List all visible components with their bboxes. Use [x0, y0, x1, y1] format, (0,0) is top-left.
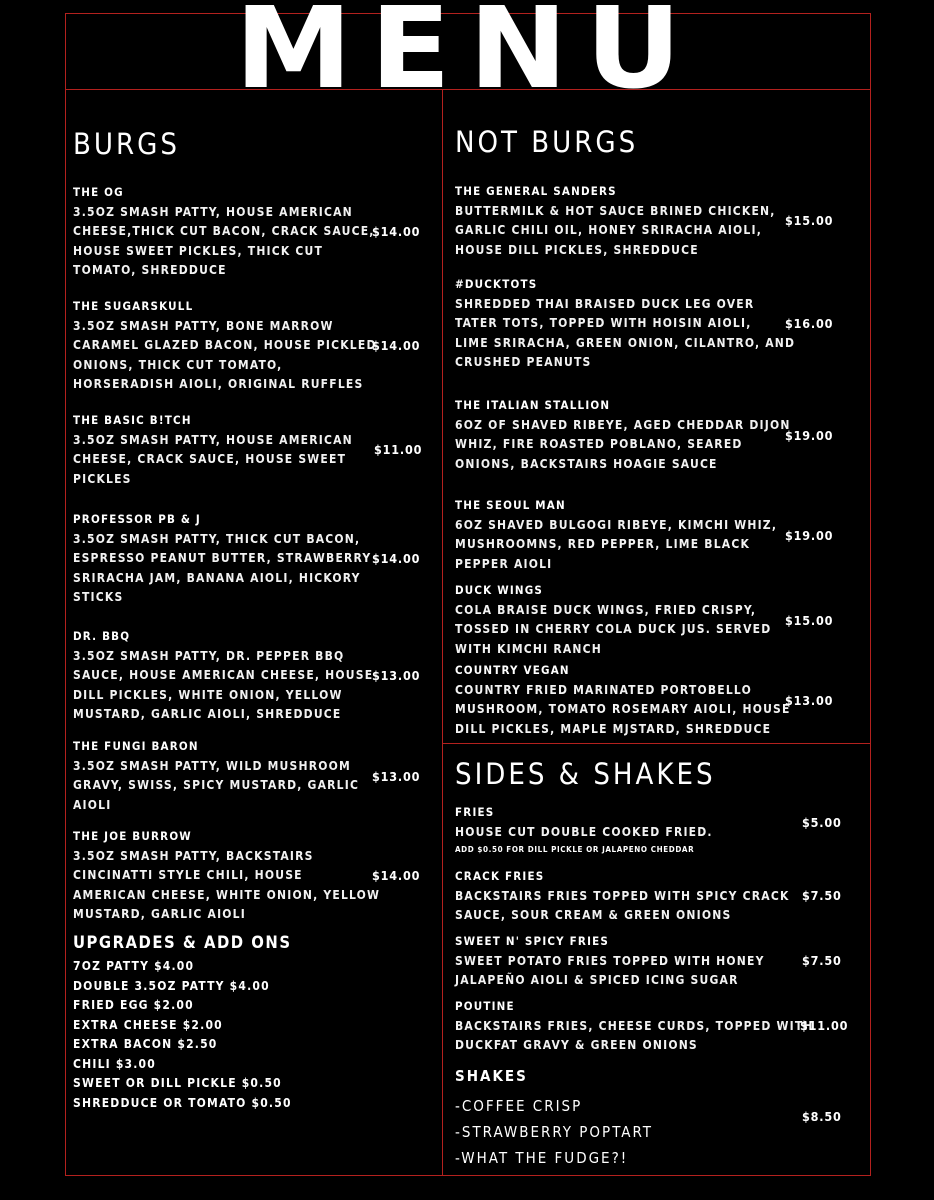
- item-desc-line: 3.5OZ SMASH PATTY, THICK CUT BACON,: [73, 531, 361, 546]
- item-desc-line: MUSHROOMNS, RED PEPPER, LIME BLACK: [455, 537, 751, 551]
- item-desc-line: GRAVY, SWISS, SPICY MUSTARD, GARLIC: [73, 778, 360, 792]
- menu-item-the-italian-stallion: [455, 396, 791, 474]
- item-desc-line: 6OZ SHAVED BULGOGI RIBEYE, KIMCHI WHIZ,: [455, 517, 778, 532]
- item-price: $14.00: [372, 338, 421, 353]
- item-desc-line: WHIZ, FIRE ROASTED POBLANO, SEARED: [455, 437, 743, 451]
- item-desc-line: ESPRESSO PEANUT BUTTER, STRAWBERRY: [73, 551, 372, 565]
- item-desc-line: TATER TOTS, TOPPED WITH HOISIN AIOLI,: [455, 316, 752, 330]
- item-desc-line: HOUSE DILL PICKLES, SHREDDUCE: [455, 242, 699, 257]
- menu-item-duck-wings: [455, 581, 771, 659]
- item-desc-line: AIOLI: [73, 797, 112, 812]
- shake-flavor: -WHAT THE FUDGE?!: [455, 1149, 629, 1167]
- item-desc-line: PEPPER AIOLI: [455, 556, 553, 571]
- item-name: THE FUNGI BARON: [73, 739, 199, 753]
- upgrade-item: EXTRA BACON $2.50: [73, 1037, 218, 1051]
- item-price: $14.00: [372, 224, 421, 239]
- upgrade-item: SHREDDUCE OR TOMATO $0.50: [73, 1095, 292, 1110]
- item-desc-line: CRUSHED PEANUTS: [455, 355, 592, 369]
- item-name: SWEET N' SPICY FRIES: [455, 934, 610, 948]
- item-name: DR. BBQ: [73, 629, 131, 643]
- item-desc-line: STICKS: [73, 590, 124, 604]
- burgs-heading: BURGS: [73, 127, 180, 161]
- sides-divider: [442, 743, 871, 744]
- item-desc-line: WITH KIMCHI RANCH: [455, 641, 602, 656]
- upgrade-item: 7OZ PATTY $4.00: [73, 959, 195, 973]
- menu-item-sweet-n-spicy-fries: [455, 932, 765, 991]
- item-price: $16.00: [785, 316, 834, 331]
- menu-item-professor-pb-j: [73, 510, 371, 608]
- item-desc-line: GARLIC CHILI OIL, HONEY SRIRACHA AIOLI,: [455, 223, 763, 237]
- menu-item-the-joe-burrow: [73, 827, 380, 925]
- item-desc-line: AMERICAN CHEESE, WHITE ONION, YELLOW: [73, 887, 381, 902]
- shakes-price: $8.50: [802, 1109, 842, 1124]
- item-desc-line: SRIRACHA JAM, BANANA AIOLI, HICKORY: [73, 570, 361, 585]
- item-desc-line: COUNTRY FRIED MARINATED PORTOBELLO: [455, 682, 752, 697]
- item-name: THE SEOUL MAN: [455, 498, 566, 512]
- upgrade-item: SWEET OR DILL PICKLE $0.50: [73, 1076, 282, 1090]
- item-desc-line: HOUSE SWEET PICKLES, THICK CUT: [73, 243, 324, 258]
- upgrade-item: FRIED EGG $2.00: [73, 998, 194, 1012]
- item-price: $11.00: [800, 1018, 849, 1033]
- shakes-heading: SHAKES: [455, 1067, 528, 1085]
- menu-item-the-og: [73, 183, 375, 281]
- item-desc-line: 3.5OZ SMASH PATTY, WILD MUSHROOM: [73, 758, 351, 773]
- item-desc-line: SWEET POTATO FRIES TOPPED WITH HONEY: [455, 953, 765, 968]
- item-desc-line: 3.5OZ SMASH PATTY, BACKSTAIRS: [73, 848, 314, 863]
- item-desc-line: MUSTARD, GARLIC AIOLI, SHREDDUCE: [73, 707, 342, 721]
- item-price: $13.00: [372, 769, 421, 784]
- item-price: $13.00: [785, 693, 834, 708]
- column-divider: [442, 89, 443, 1176]
- upgrades-heading: UPGRADES & ADD ONS: [73, 933, 292, 952]
- item-desc-line: DILL PICKLES, MAPLE MJSTARD, SHREDDUCE: [455, 721, 772, 736]
- item-desc-line: HORSERADISH AIOLI, ORIGINAL RUFFLES: [73, 377, 364, 391]
- item-desc-line: JALAPEÑO AIOLI & SPICED ICING SUGAR: [455, 973, 739, 987]
- sides-shakes-heading: SIDES & SHAKES: [455, 757, 716, 791]
- item-name: THE JOE BURROW: [73, 829, 192, 843]
- shake-flavor: -COFFEE CRISP: [455, 1097, 583, 1115]
- menu-item-country-vegan: [455, 661, 791, 739]
- item-name: #DUCKTOTS: [455, 277, 538, 291]
- item-desc-line: CHEESE, CRACK SAUCE, HOUSE SWEET: [73, 452, 347, 466]
- item-price: $13.00: [372, 668, 421, 683]
- not-burgs-heading: NOT BURGS: [455, 125, 639, 159]
- item-name: THE ITALIAN STALLION: [455, 398, 611, 412]
- item-desc-line: SAUCE, HOUSE AMERICAN CHEESE, HOUSE: [73, 668, 374, 682]
- item-desc-line: SHREDDED THAI BRAISED DUCK LEG OVER: [455, 296, 755, 311]
- item-name: THE OG: [73, 185, 124, 199]
- item-desc-line: 3.5OZ SMASH PATTY, BONE MARROW: [73, 318, 334, 333]
- item-desc-line: TOSSED IN CHERRY COLA DUCK JUS. SERVED: [455, 622, 772, 636]
- upgrade-item: EXTRA CHEESE $2.00: [73, 1017, 223, 1032]
- menu-item-the-general-sanders: [455, 182, 776, 260]
- item-desc-line: 3.5OZ SMASH PATTY, HOUSE AMERICAN: [73, 204, 353, 219]
- item-desc-line: SAUCE, SOUR CREAM & GREEN ONIONS: [455, 908, 732, 922]
- menu-item-poutine: [455, 997, 814, 1056]
- item-desc-line: 3.5OZ SMASH PATTY, HOUSE AMERICAN: [73, 432, 353, 447]
- item-desc-line: LIME SRIRACHA, GREEN ONION, CILANTRO, AND: [455, 335, 796, 350]
- menu-item-the-sugarskull: [73, 297, 377, 395]
- item-price: $14.00: [372, 551, 421, 566]
- item-desc-line: DILL PICKLES, WHITE ONION, YELLOW: [73, 687, 343, 702]
- item-price: $5.00: [802, 815, 842, 830]
- item-name: PROFESSOR PB & J: [73, 512, 201, 526]
- item-price: $15.00: [785, 213, 834, 228]
- item-name: CRACK FRIES: [455, 869, 545, 883]
- item-price: $11.00: [374, 442, 423, 457]
- item-name: COUNTRY VEGAN: [455, 663, 570, 677]
- menu-item-fries: [455, 803, 713, 858]
- menu-item-ducktots: [455, 275, 795, 373]
- item-desc-line: BUTTERMILK & HOT SAUCE BRINED CHICKEN,: [455, 203, 776, 218]
- item-desc-line: CARAMEL GLAZED BACON, HOUSE PICKLED: [73, 338, 377, 352]
- item-price: $7.50: [802, 888, 842, 903]
- item-desc-line: MUSHROOM, TOMATO ROSEMARY AIOLI, HOUSE: [455, 702, 791, 716]
- shakes-list: [455, 1093, 653, 1171]
- item-desc-line: CHEESE,THICK CUT BACON, CRACK SAUCE,: [73, 224, 375, 238]
- item-name: THE SUGARSKULL: [73, 299, 194, 313]
- upgrades-list: [73, 957, 292, 1113]
- item-desc-line: COLA BRAISE DUCK WINGS, FRIED CRISPY,: [455, 602, 757, 617]
- item-desc-line: DUCKFAT GRAVY & GREEN ONIONS: [455, 1038, 698, 1052]
- item-name: THE BASIC B!TCH: [73, 413, 192, 427]
- item-desc-line: ONIONS, BACKSTAIRS HOAGIE SAUCE: [455, 456, 718, 471]
- item-name: THE GENERAL SANDERS: [455, 184, 617, 198]
- item-name: POUTINE: [455, 999, 515, 1013]
- item-desc-line: PICKLES: [73, 471, 132, 486]
- item-note: ADD $0.50 FOR DILL PICKLE OR JALAPENO CHEDDAR: [455, 845, 695, 854]
- item-desc-line: BACKSTAIRS FRIES TOPPED WITH SPICY CRACK: [455, 888, 790, 903]
- item-desc-line: 3.5OZ SMASH PATTY, DR. PEPPER BBQ: [73, 648, 345, 663]
- menu-item-the-seoul-man: [455, 496, 777, 574]
- item-price: $19.00: [785, 428, 834, 443]
- item-desc-line: HOUSE CUT DOUBLE COOKED FRIED.: [455, 824, 713, 839]
- item-name: DUCK WINGS: [455, 583, 544, 597]
- item-price: $7.50: [802, 953, 842, 968]
- item-price: $15.00: [785, 613, 834, 628]
- item-desc-line: TOMATO, SHREDDUCE: [73, 263, 227, 277]
- item-desc-line: 6OZ OF SHAVED RIBEYE, AGED CHEDDAR DIJON: [455, 417, 791, 432]
- menu-item-the-fungi-baron: [73, 737, 359, 815]
- item-desc-line: BACKSTAIRS FRIES, CHEESE CURDS, TOPPED WITH: [455, 1018, 814, 1033]
- item-price: $14.00: [372, 868, 421, 883]
- menu-item-crack-fries: [455, 867, 790, 926]
- item-name: FRIES: [455, 805, 495, 819]
- upgrade-item: CHILI $3.00: [73, 1056, 156, 1071]
- item-desc-line: CINCINATTI STYLE CHILI, HOUSE: [73, 868, 303, 882]
- menu-item-dr-bbq: [73, 627, 373, 725]
- item-desc-line: ONIONS, THICK CUT TOMATO,: [73, 357, 283, 372]
- item-desc-line: MUSTARD, GARLIC AIOLI: [73, 907, 246, 921]
- shake-flavor: -STRAWBERRY POPTART: [455, 1123, 654, 1141]
- item-price: $19.00: [785, 528, 834, 543]
- upgrade-item: DOUBLE 3.5OZ PATTY $4.00: [73, 978, 270, 993]
- menu-item-the-basic-bitch: [73, 411, 353, 489]
- menu-title: MENU: [234, 0, 700, 114]
